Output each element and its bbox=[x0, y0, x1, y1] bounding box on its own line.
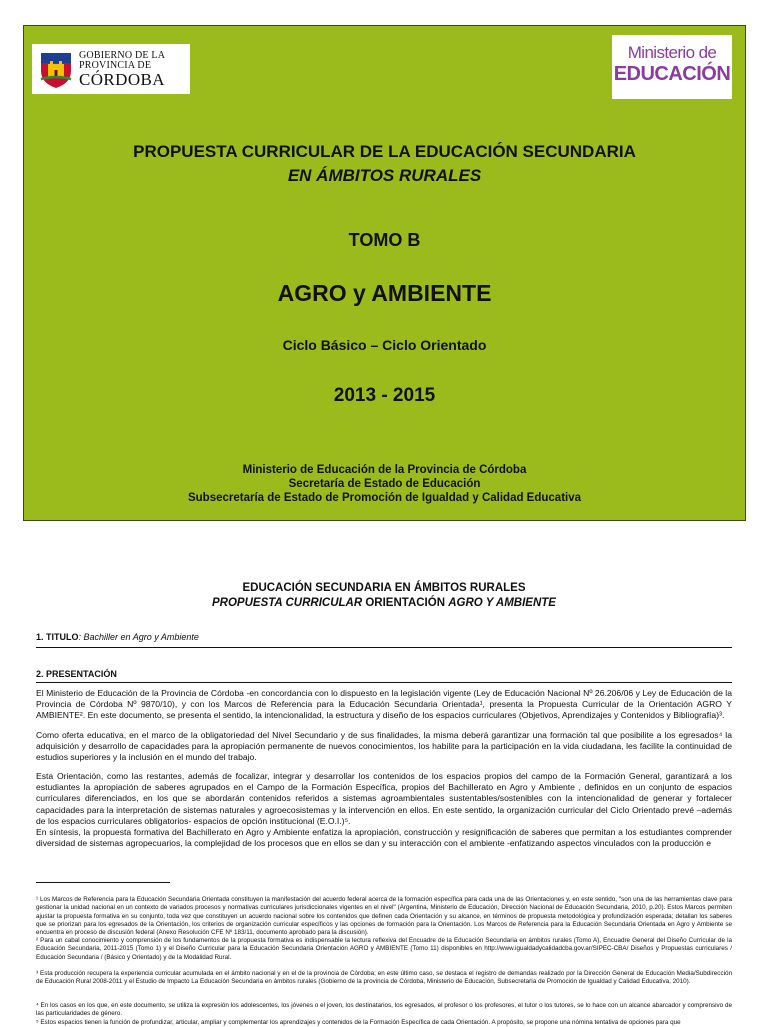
logo-line1: GOBIERNO DE LA bbox=[79, 49, 166, 61]
org-line1: Ministerio de Educación de la Provincia de Córdoba bbox=[242, 464, 527, 476]
paragraph-3: Esta Orientación, como las restantes, además de focalizar, integrar y desarrollar los contenidos de los espacios propios del campo de la Formación General, garantizará a los estudiantes la apropiación de saberes agrupados en el Campo de la Formación Específica, propios del Bachillerato en Agro y Ambiente , definidos en un conjunto de espacios curriculares diferenciados, en los que se abordarán contenidos referidos a sistemas agroambientales sustentables/sostenibles con la intencionalidad de generar y fortalecer capacidades para la interpretación de sistemas naturales y agroecosistemas y la intervención en ellos. En este sentido, la organización curricular del Ciclo Orientado prevé –además de los espacios curriculares obligatorios- espacios de opción institucional (E.O.I.)⁵. bbox=[36, 771, 732, 826]
item-titulo-label: 1. TITULO bbox=[36, 632, 79, 642]
gobierno-cordoba-logo bbox=[32, 44, 190, 94]
document-heading1: EDUCACIÓN SECUNDARIA EN ÁMBITOS RURALES bbox=[242, 582, 526, 594]
footnote-3: ³ Esta producción recupera la experiencia curricular acumulada en el ámbito nacional y en el de la provincia de Córdoba; en este último caso, se destaca el registro de demandas realizado por la Dirección General de Educación Media/Subdirección de Educación Rural 2008-2011 y el Estudio de Impacto La Educación Secundaria en ámbitos rurales (Gobierno de la provincia de Córdoba, Ministerio de Educación, Subsecretaría de Promoción de Igualdad y Calidad Educativa, 2010). bbox=[36, 970, 732, 986]
footnote-separator bbox=[36, 882, 170, 883]
cover-years: 2013 - 2015 bbox=[333, 385, 436, 406]
org-line2: Secretaría de Estado de Educación bbox=[288, 478, 481, 490]
paragraph-4: En síntesis, la propuesta formativa del Bachillerato en Agro y Ambiente enfatiza la apropiación, construcción y resignificación de saberes que permitan a los estudiantes comprender diversidad de sistemas agropecuarios, la complejidad de los procesos que en ellos se dan y su interacción con el ambiente -enfatizando aspectos vinculados con la producción e bbox=[36, 827, 732, 849]
cover-orientation: AGRO y AMBIENTE bbox=[277, 280, 492, 306]
logo-line3: CÓRDOBA bbox=[79, 69, 165, 89]
heading2-italic-a: PROPUESTA CURRICULAR bbox=[212, 597, 363, 609]
section-divider-bottom bbox=[36, 682, 732, 683]
org-line3: Subsecretaría de Estado de Promoción de Igualdad y Calidad Educativa bbox=[187, 492, 582, 504]
cover-tomo: TOMO B bbox=[348, 230, 421, 250]
ministerio-educacion-logo bbox=[612, 35, 732, 99]
cover-title-line1: PROPUESTA CURRICULAR DE LA EDUCACIÓN SECUNDARIA bbox=[133, 142, 636, 161]
ministerio-logo-line1: Ministerio de bbox=[627, 43, 717, 62]
cover-page bbox=[23, 25, 746, 521]
section-divider-top bbox=[36, 647, 732, 648]
item-titulo bbox=[36, 632, 732, 642]
cover-organization bbox=[24, 463, 745, 505]
ministerio-logo-line2: EDUCACIÓN bbox=[613, 63, 731, 85]
document-heading2 bbox=[36, 597, 732, 609]
section-presentacion-heading: 2. PRESENTACIÓN bbox=[36, 669, 117, 679]
cover-cycles: Ciclo Básico – Ciclo Orientado bbox=[282, 337, 487, 353]
paragraph-1: El Ministerio de Educación de la Provincia de Córdoba -en concordancia con lo dispuesto en la legislación vigente (Ley de Educación Nacional Nº 26.206/06 y Ley de Educación de la Provincia de Córdoba Nº 9870/10), y con los Marcos de Referencia para la Educación Secundaria Orientada¹, presenta la Propuesta Curricular de la Orientación AGRO Y AMBIENTE². En este documento, se presenta el sentido, la intencionalidad, la estructura y diseño de los espacios curriculares (Objetivos, Aprendizajes y Contenidos y Bibliografía)³. bbox=[36, 688, 732, 721]
item-titulo-value: : Bachiller en Agro y Ambiente bbox=[78, 632, 199, 642]
cover-title-line2: EN ÁMBITOS RURALES bbox=[287, 166, 482, 185]
footnote-4: ⁴ En los casos en los que, en este documento, se utiliza la expresión los adolescentes, los jóvenes o el joven, los destinatarios, los egresados, el profesor o los profesores, el tutor o los tutores, se lo hace con un alcance abarcador y comprensivo de las particularidades de género. bbox=[36, 1002, 732, 1018]
logo-line2: PROVINCIA DE bbox=[79, 59, 152, 71]
heading2-plain: ORIENTACIÓN bbox=[362, 597, 449, 609]
footnote-1: ¹ Los Marcos de Referencia para la Educación Secundaria Orientada constituyen la manifestación del acuerdo federal acerca de la formación específica para cada una de las Orientaciones y, en este sentido, "son una de las herramientas clave para gestionar la unidad nacional en un contexto de variados procesos y normativas curriculares jurisdiccionales vigentes en el nivel" (Argentina, Ministerio de Educación, Dirección Nacional de Educación Secundaria, 2010, p.20). Estos Marcos permiten ajustar la propuesta formativa en su conjunto, toda vez que constituyen un acuerdo nacional sobre los contenidos que definen cada Orientación y su alcance, en términos de propuesta metodológica y profundización esperada; detallan los saberes que se priorizan para los egresados de la Orientación, los criterios de organización curricular específicos y las opciones de formación para la Orientación. Los Marcos de Referencia para la Educación Secundaria Orientada en Agro y Ambiente se encuentra en proceso de discusión federal (Anexo Resolución CFE Nº 183/11, documento aprobado para la discusión). bbox=[36, 896, 732, 937]
paragraph-2: Como oferta educativa, en el marco de la obligatoriedad del Nivel Secundario y de sus finalidades, la misma deberá garantizar una formación tal que posibilite a los egresados⁴ la adquisición y desarrollo de capacidades para la apropiación permanente de nuevos conocimientos, los habilite para la participación en la vida ciudadana, les facilite la continuidad de estudios superiores y la inclusión en el mundo del trabajo. bbox=[36, 730, 732, 763]
footnote-5: ⁵ Estos espacios tienen la función de profundizar, articular, ampliar y complementar los aprendizajes y contenidos de la Formación Específica de cada Orientación. A propósito, se propone una nómina tentativa de opciones para que bbox=[36, 1019, 681, 1026]
heading2-italic-b: AGRO Y AMBIENTE bbox=[448, 597, 556, 609]
cordoba-shield-icon bbox=[39, 49, 73, 89]
footnote-2: ² Para un cabal conocimiento y comprensión de los fundamentos de la propuesta formativa es indispensable la lectura reflexiva del Encuadre de la Educación Secundaria en ámbitos rurales (Tomo A), Encuadre General del Diseño Curricular de la Educación Secundaria, 2011-2015 (Tomo 1) y el Diseño Curricular para la Educación Secundaria Orientación AGRO y AMBIENTE (Tomo 11) disponibles en http://www.igualdadycalidadcba.gov.ar/SIPEC-CBA/ Diseños y Propuestas curriculares / Educación Secundaria / (Básico y Orientado) y de la Modalidad Rural. bbox=[36, 937, 732, 961]
